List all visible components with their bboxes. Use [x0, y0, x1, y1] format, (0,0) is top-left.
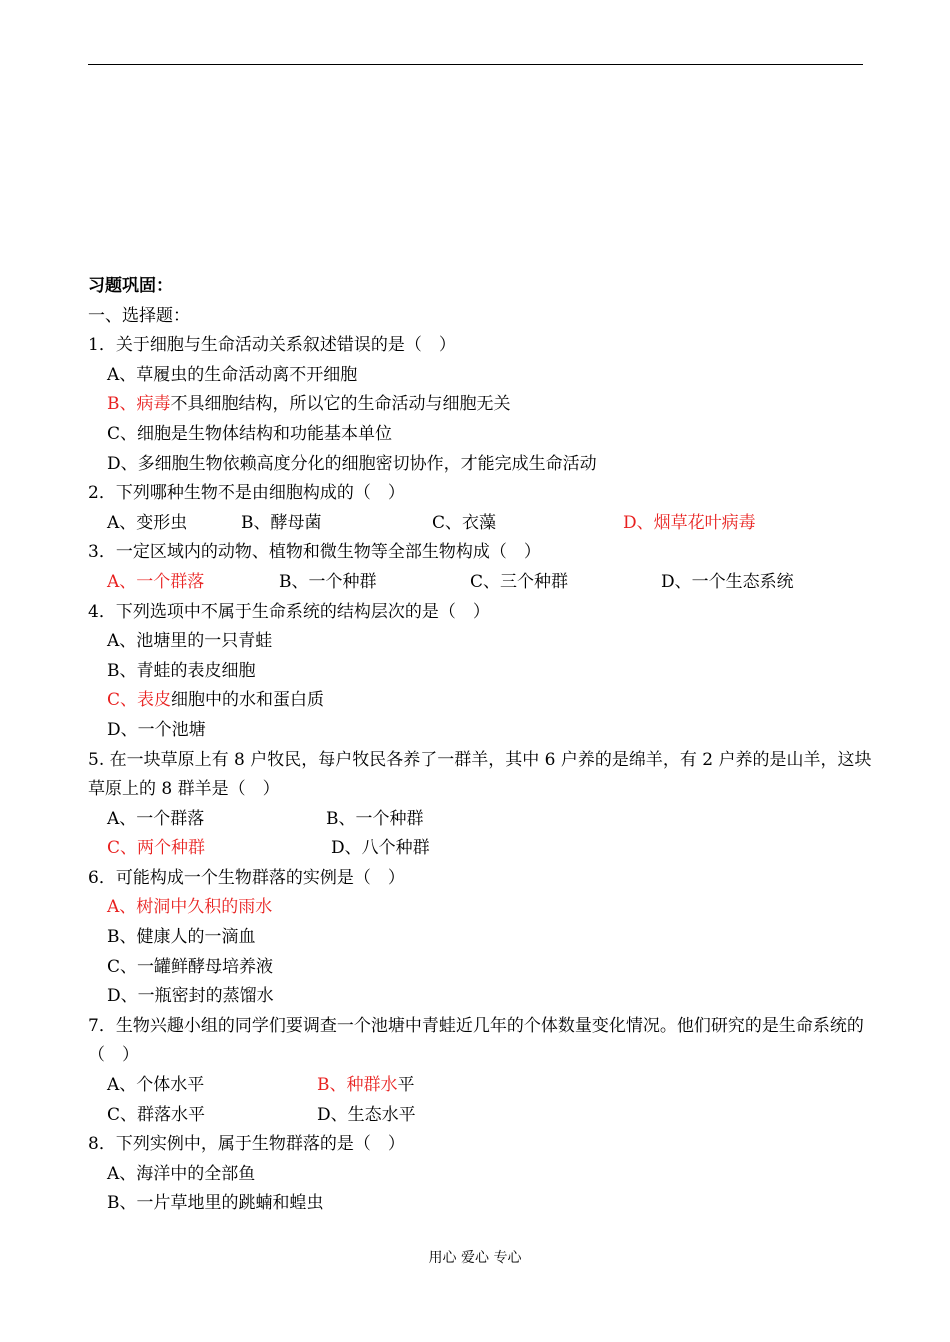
exercise-content [88, 272, 878, 1219]
question-4-option-a: A、池塘里的一只青蛙 [107, 631, 273, 652]
question-2-option-b: B、酵母菌 [241, 512, 322, 533]
question-8-option-b: B、一片草地里的跳蝻和蝗虫 [107, 1193, 324, 1214]
question-8-stem: 8．下列实例中，属于生物群落的是（ ） [88, 1134, 405, 1155]
question-2-option-d: D、烟草花叶病毒 [623, 512, 756, 533]
subsection-title: 一、选择题： [88, 305, 190, 326]
question-5-option-b: B、一个种群 [326, 808, 424, 829]
question-5-option-c: C、两个种群 [107, 838, 206, 859]
question-2-option-a: A、变形虫 [107, 512, 188, 533]
question-3-option-c: C、三个种群 [470, 571, 569, 592]
question-5-option-d: D、八个种群 [331, 838, 430, 859]
question-1-option-d: D、多细胞生物依赖高度分化的细胞密切协作，才能完成生命活动 [107, 453, 597, 474]
question-3-option-a: A、一个群落 [107, 571, 205, 592]
question-6-option-c: C、一罐鲜酵母培养液 [107, 956, 274, 977]
question-5-stem: 5. 在一块草原上有 8 户牧民，每户牧民各养了一群羊，其中 6 户养的是绵羊，有 2 户养的是山羊，这块草原上的 8 群羊是（ ） [88, 749, 872, 800]
question-4-option-d: D、一个池塘 [107, 719, 206, 740]
question-2-stem: 2．下列哪种生物不是由细胞构成的（ ） [88, 483, 405, 504]
question-4-stem: 4．下列选项中不属于生命系统的结构层次的是（ ） [88, 601, 490, 622]
question-3-stem: 3．一定区域内的动物、植物和微生物等全部生物构成（ ） [88, 542, 541, 563]
question-7-option-d: D、生态水平 [317, 1104, 416, 1125]
question-8-option-a: A、海洋中的全部鱼 [107, 1163, 256, 1184]
page-footer: 用心 爱心 专心 [428, 1250, 522, 1266]
question-7-options-row-2 [88, 1101, 878, 1131]
question-2-option-c: C、衣藻 [432, 512, 497, 533]
question-5-options-row-1 [88, 805, 878, 835]
question-7-option-a: A、个体水平 [107, 1075, 205, 1096]
question-3-options [88, 568, 878, 598]
question-7-option-c: C、群落水平 [107, 1104, 206, 1125]
header-rule [88, 64, 863, 65]
question-5-options-row-2 [88, 834, 878, 864]
question-1-stem: 1．关于细胞与生命活动关系叙述错误的是（ ） [88, 335, 456, 356]
question-4-option-c-text: 细胞中的水和蛋白质 [171, 690, 325, 711]
question-7-stem: 7．生物兴趣小组的同学们要调查一个池塘中青蛙近几年的个体数量变化情况。他们研究的是生命系统的（ ） [88, 1015, 864, 1066]
question-7-option-b-text: 平 [397, 1075, 415, 1096]
question-6-stem: 6．可能构成一个生物群落的实例是（ ） [88, 867, 405, 888]
question-1-option-c: C、细胞是生物体结构和功能基本单位 [107, 423, 393, 444]
question-6-option-a: A、树洞中久积的雨水 [107, 897, 273, 918]
question-5-option-a: A、一个群落 [107, 808, 205, 829]
question-6-option-d: D、一瓶密封的蒸馏水 [107, 986, 274, 1007]
question-1-option-b [88, 390, 878, 420]
question-1-answer-mark: B、病毒 [107, 394, 171, 415]
question-7-answer-mark: B、种群水 [317, 1075, 398, 1096]
question-4-option-c [88, 686, 878, 716]
question-1-option-b-text: 不具细胞结构，所以它的生命活动与细胞无关 [170, 394, 511, 415]
question-1-option-a: A、草履虫的生命活动离不开细胞 [107, 364, 358, 385]
question-4-answer-mark: C、表皮 [107, 690, 172, 711]
question-3-option-b: B、一个种群 [279, 571, 377, 592]
question-2-options [88, 509, 878, 539]
section-title: 习题巩固： [88, 276, 173, 296]
question-3-option-d: D、一个生态系统 [661, 571, 794, 592]
question-4-option-b: B、青蛙的表皮细胞 [107, 660, 256, 681]
question-6-option-b: B、健康人的一滴血 [107, 927, 256, 948]
question-7-options-row-1 [88, 1071, 878, 1101]
